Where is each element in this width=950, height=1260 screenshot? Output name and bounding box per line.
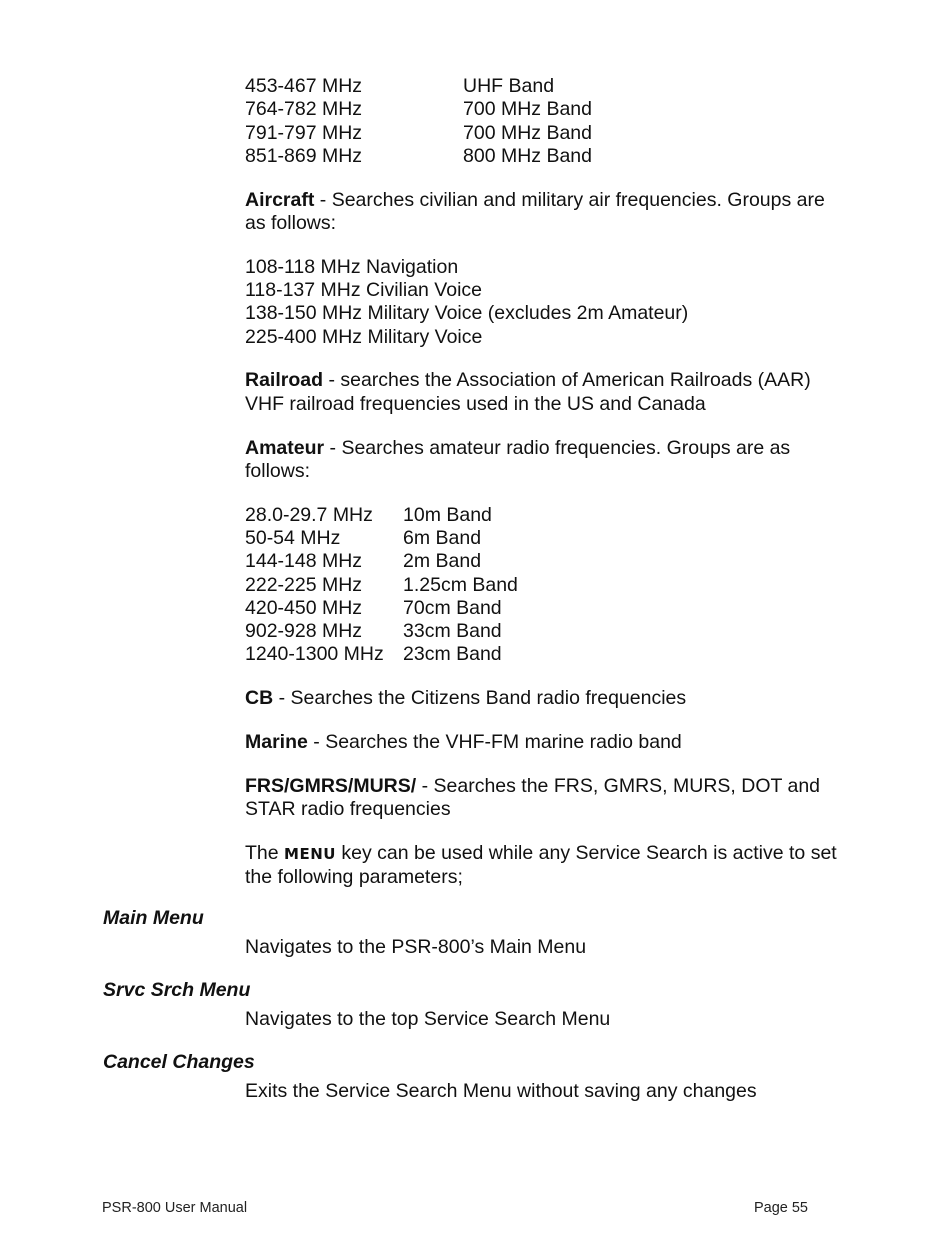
band-range: 420-450 MHz: [245, 596, 363, 619]
list-item: 118-137 MHz Civilian Voice: [245, 279, 482, 302]
list-item: 225-400 MHz Military Voice: [245, 325, 483, 348]
band-range: 144-148 MHz: [245, 550, 363, 573]
section-title: Cancel Changes: [103, 1051, 255, 1073]
band-range: 902-928 MHz: [245, 620, 363, 643]
table-row: [245, 98, 845, 121]
cb-term: CB: [245, 687, 274, 710]
table-row: [245, 597, 845, 620]
marine-text: - Searches the VHF-FM marine radio band: [307, 731, 682, 754]
section-description: Navigates to the PSR-800’s Main Menu: [245, 936, 587, 959]
section-description: Navigates to the top Service Search Menu: [245, 1008, 611, 1031]
section-description: Exits the Service Search Menu without saving any changes: [245, 1080, 757, 1103]
amateur-term: Amateur: [245, 436, 325, 459]
cb-paragraph: [245, 687, 845, 710]
section-cancel-changes: [103, 1051, 863, 1104]
band-range: 222-225 MHz: [245, 573, 363, 596]
band-range: 1240-1300 MHz: [245, 643, 384, 666]
band-name: 6m Band: [403, 526, 482, 549]
section-main-menu: [103, 907, 863, 960]
band-name: 70cm Band: [403, 596, 502, 619]
railroad-term: Railroad: [245, 369, 324, 392]
table-row: [245, 550, 845, 573]
frs-paragraph: [245, 775, 845, 822]
table-row: [245, 574, 845, 597]
marine-paragraph: [245, 731, 845, 754]
band-range: 453-467 MHz: [245, 75, 363, 97]
amateur-paragraph: [245, 437, 845, 484]
table-row: [245, 620, 845, 643]
amateur-band-table: [245, 504, 845, 667]
menu-note-before: The: [245, 841, 285, 864]
table-row: [245, 145, 845, 168]
footer-page-number: Page 55: [753, 1200, 808, 1216]
band-range: 791-797 MHz: [245, 121, 363, 144]
marine-term: Marine: [245, 731, 308, 754]
list-item: 138-150 MHz Military Voice (excludes 2m Amateur): [245, 302, 689, 325]
aircraft-term: Aircraft: [245, 188, 315, 211]
band-range: 851-869 MHz: [245, 144, 363, 167]
aircraft-text: - Searches civilian and military air frequencies. Groups are as follows:: [245, 188, 825, 234]
menu-note-after: key can be used while any Service Search is active to set the following parameters;: [245, 841, 837, 889]
railroad-paragraph: [245, 369, 845, 416]
band-name: 23cm Band: [403, 643, 502, 666]
aircraft-paragraph: [245, 189, 845, 236]
section-title: Srvc Srch Menu: [103, 979, 251, 1001]
table-row: [245, 527, 845, 550]
footer-manual-title: PSR-800 User Manual: [102, 1200, 248, 1216]
cb-text: - Searches the Citizens Band radio frequencies: [273, 687, 687, 710]
band-range: 28.0-29.7 MHz: [245, 503, 373, 526]
band-name: 700 MHz Band: [463, 98, 592, 121]
section-title: Main Menu: [103, 907, 204, 929]
amateur-text: - Searches amateur radio frequencies. Groups are as follows:: [245, 436, 791, 482]
railroad-text: - searches the Association of American Railroads (AAR) VHF railroad frequencies used in the US and Canada: [245, 369, 811, 415]
top-band-table: [245, 75, 845, 168]
table-row: [245, 643, 845, 666]
aircraft-groups: [245, 256, 845, 349]
band-name: 10m Band: [403, 503, 492, 526]
frs-term: FRS/GMRS/MURS/: [245, 774, 417, 797]
band-name: 800 MHz Band: [463, 144, 592, 167]
band-range: 50-54 MHz: [245, 526, 341, 549]
menu-note-paragraph: [245, 842, 845, 890]
band-name: 2m Band: [403, 550, 482, 573]
table-row: [245, 122, 845, 145]
table-row: [245, 504, 845, 527]
main-content: [245, 75, 845, 890]
band-name: 1.25cm Band: [403, 573, 518, 596]
band-range: 764-782 MHz: [245, 98, 363, 121]
list-item: 108-118 MHz Navigation: [245, 255, 459, 278]
menu-key-label: MENU: [284, 844, 336, 863]
frs-text: - Searches the FRS, GMRS, MURS, DOT and STAR radio frequencies: [245, 774, 821, 821]
band-name: 700 MHz Band: [463, 121, 592, 144]
table-row: [245, 75, 845, 98]
band-name: 33cm Band: [403, 620, 502, 643]
section-srvc-srch-menu: [103, 979, 863, 1032]
band-name: UHF Band: [463, 75, 555, 97]
